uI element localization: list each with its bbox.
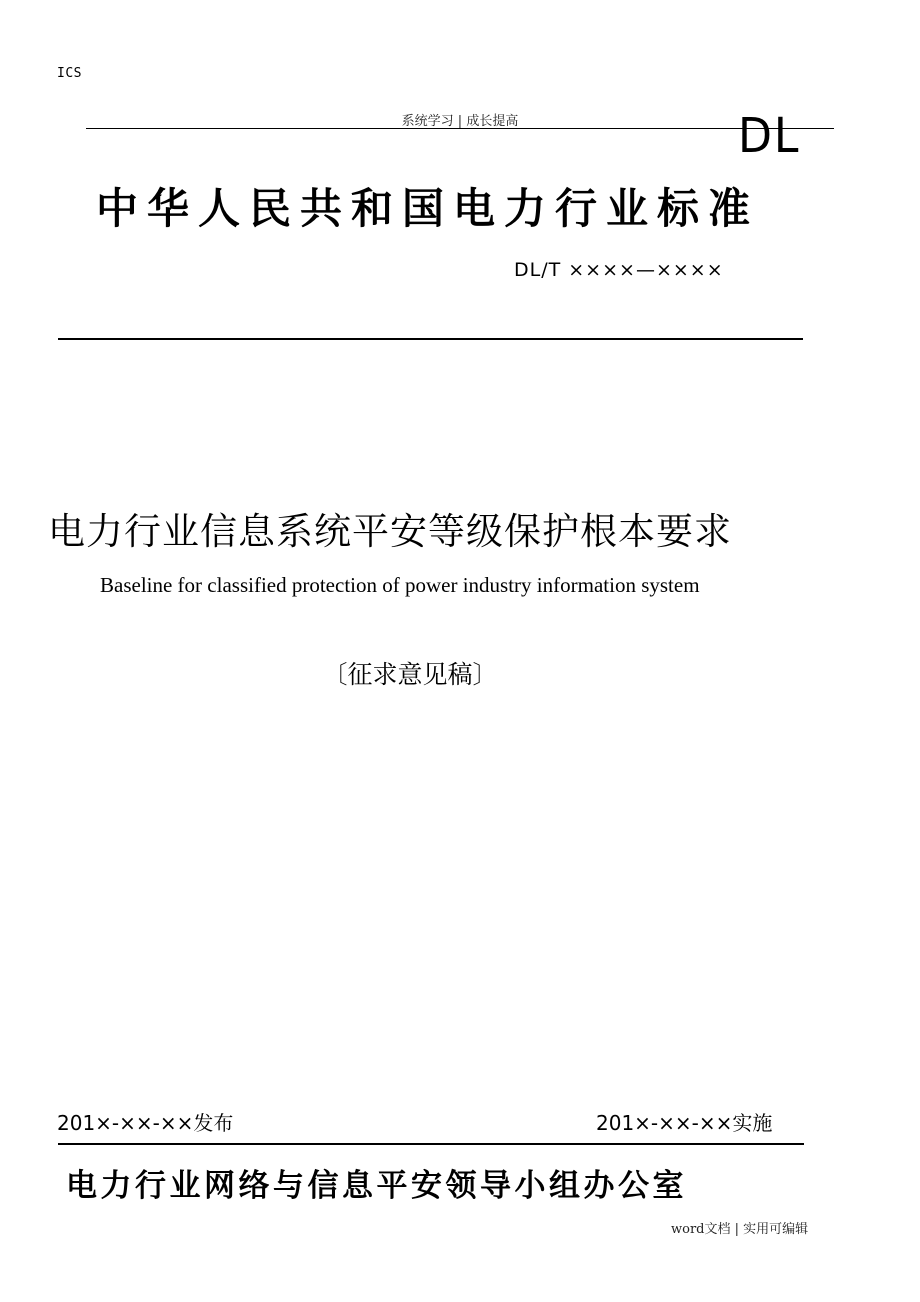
document-subtitle-en: Baseline for classified protection of power industry information system — [100, 573, 700, 597]
implementation-date: 201×-××-××实施 — [596, 1111, 773, 1135]
draft-status: 〔征求意见稿〕 — [322, 660, 498, 689]
header-note: 系统学习 | 成长提高 — [401, 114, 519, 129]
issue-date: 201×-××-××发布 — [57, 1111, 234, 1135]
standard-title: 中华人民共和国电力行业标准 — [96, 184, 760, 233]
bottom-divider — [58, 1143, 804, 1145]
document-title: 电力行业信息系统平安等级保护根本要求 — [48, 510, 732, 553]
dl-logo: DL — [738, 108, 801, 164]
issuing-authority: 电力行业网络与信息平安领导小组办公室 — [66, 1168, 687, 1204]
middle-divider — [58, 338, 803, 340]
ics-label: ICS — [57, 66, 82, 81]
standard-number: DL/T ××××—×××× — [514, 259, 724, 281]
footer-note: word文档 | 实用可编辑 — [671, 1222, 809, 1237]
top-divider — [86, 128, 834, 129]
